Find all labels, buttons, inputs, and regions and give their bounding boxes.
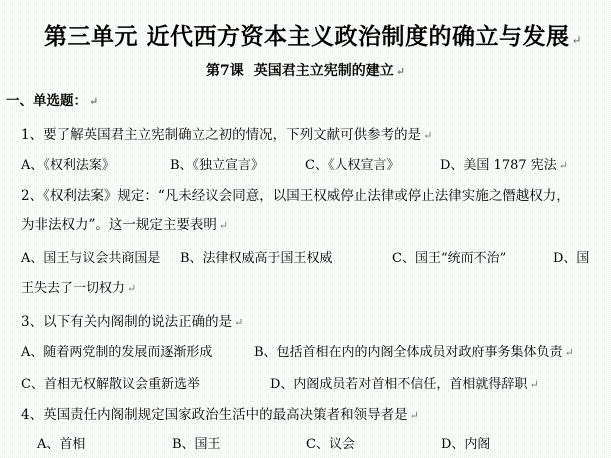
q1-option-c: C、《人权宣言》 (305, 158, 400, 173)
paragraph-mark: ↵ (395, 65, 405, 78)
q3-option-c: C、首相无权解散议会重新选举 (21, 377, 200, 392)
q3-option-d: D、内阁成员若对首相不信任，首相就得辞职 ↵ (270, 377, 539, 392)
q4-option-d: D、内阁 (441, 437, 491, 452)
section-heading: 一、单选题： ↵ (6, 93, 99, 109)
q2-option-d: D、国 (553, 251, 590, 266)
unit-title (44, 18, 582, 51)
q1-option-d: D、美国 1787 宪法 ↵ (440, 158, 568, 173)
question-2-stem-continued: 为非法权力”。这一规定主要表明 ↵ (21, 217, 229, 233)
q3-option-b: B、包括首相在内的内阁全体成员对政府事务集体负责 ↵ (254, 345, 574, 360)
question-2-stem: 2、《权利法案》规定：“凡未经议会同意，以国王权威停止法律或停止法律实施之僭越权力， (21, 188, 570, 204)
q1-option-a: A、《权利法案》 (21, 158, 115, 173)
q4-option-a: A、首相 (37, 437, 86, 452)
question-4-stem: 4、英国责任内阁制规定国家政治生活中的最高决策者和领导者是 ↵ (21, 407, 419, 423)
lesson-name: 英国君主立宪制的建立 (253, 63, 394, 79)
q2-option-c: C、国王“统而不治” (392, 251, 507, 266)
paragraph-mark: ↵ (571, 33, 583, 47)
lesson-title (0, 60, 611, 80)
q3-option-a: A、随着两党制的发展而逐渐形成 (21, 345, 213, 360)
question-3-stem: 3、以下有关内阁制的说法正确的是 ↵ (21, 314, 244, 330)
q1-option-b: B、《独立宣言》 (170, 158, 265, 173)
q4-option-b: B、国王 (172, 437, 221, 452)
q2-option-a: A、国王与议会共商国是 (21, 251, 161, 266)
lesson-number: 第7课 (206, 63, 244, 79)
question-1-stem: 1、要了解英国君主立宪制确立之初的情况，下列文献可供参考的是 ↵ (21, 127, 433, 143)
q2-option-d-wrap: 王失去了一切权力 ↵ (21, 281, 137, 296)
q2-option-b: B、法律权威高于国王权威 (180, 251, 333, 266)
q4-option-c: C、议会 (306, 437, 355, 452)
unit-title-text: 第三单元 近代西方资本主义政治制度的确立与发展 (44, 23, 570, 50)
